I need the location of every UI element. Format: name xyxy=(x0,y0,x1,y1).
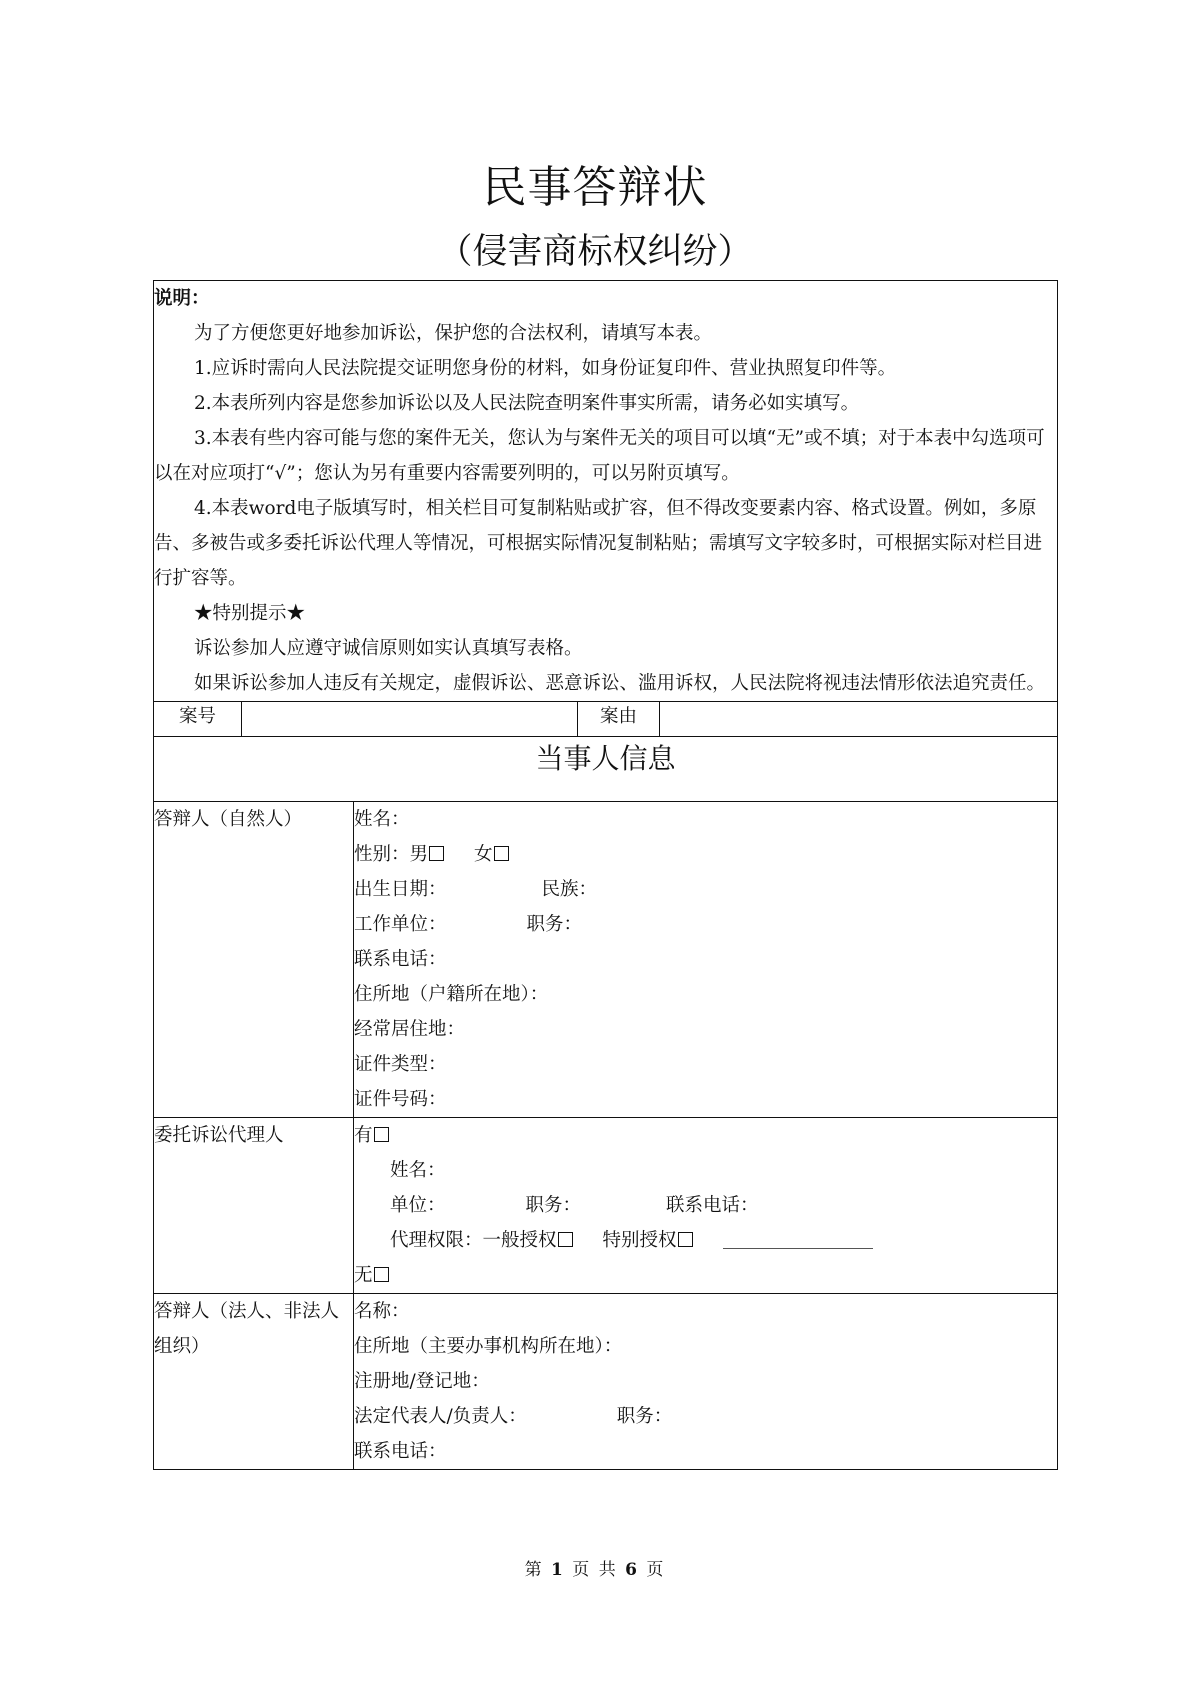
agent-none-label: 无 xyxy=(354,1265,373,1286)
document-subtitle: （侵害商标权纠纷） xyxy=(437,232,753,272)
representative-position-field[interactable]: 职务： xyxy=(616,1406,673,1427)
instructions-item-2: 2.本表所列内容是您参加诉讼以及人民法院查明案件事实所需，请务必如实填写。 xyxy=(194,393,860,414)
employer-field[interactable]: 工作单位： xyxy=(354,914,447,935)
position-field[interactable]: 职务： xyxy=(526,914,583,935)
instructions-label: 说明： xyxy=(154,288,210,309)
ethnicity-field[interactable]: 民族： xyxy=(541,879,598,900)
legal-entity-fields xyxy=(354,1294,1058,1470)
case-cause-field[interactable] xyxy=(660,702,1058,737)
agent-has-label: 有 xyxy=(354,1125,373,1146)
male-checkbox[interactable] xyxy=(429,846,444,861)
birth-ethnicity-row xyxy=(354,872,1057,907)
female-checkbox[interactable] xyxy=(494,846,509,861)
agent-none-row xyxy=(354,1258,1057,1293)
special-authority-label: 特别授权 xyxy=(602,1230,677,1251)
special-notice-text-2: 如果诉讼参加人违反有关规定，虚假诉讼、恶意诉讼、滥用诉权，人民法院将视违法情形依法追究责任。 xyxy=(194,673,1046,694)
instructions-intro: 为了方便您更好地参加诉讼，保护您的合法权利，请填写本表。 xyxy=(194,323,713,344)
gender-field: 性别：男 女 xyxy=(354,837,1057,872)
entity-registered-field[interactable]: 注册地/登记地： xyxy=(354,1371,490,1392)
agent-has-checkbox[interactable] xyxy=(374,1127,389,1142)
entity-phone-field[interactable]: 联系电话： xyxy=(354,1441,447,1462)
id-number-field[interactable]: 证件号码： xyxy=(354,1089,447,1110)
residence-field[interactable]: 经常居住地： xyxy=(354,1019,466,1040)
special-authority-checkbox[interactable] xyxy=(678,1232,693,1247)
agent-authority-row xyxy=(354,1223,1057,1258)
legal-entity-label: 答辩人（法人、非法人组织） xyxy=(154,1294,354,1470)
natural-person-label: 答辩人（自然人） xyxy=(154,802,354,1118)
general-authority-checkbox[interactable] xyxy=(558,1232,573,1247)
document-title: 民事答辩状 xyxy=(482,162,708,213)
authority-blank-line[interactable] xyxy=(723,1248,873,1249)
entity-domicile-field[interactable]: 住所地（主要办事机构所在地）： xyxy=(354,1336,623,1357)
agent-none-checkbox[interactable] xyxy=(374,1267,389,1282)
footer-prefix: 第 xyxy=(524,1560,544,1580)
domicile-field[interactable]: 住所地（户籍所在地）： xyxy=(354,984,549,1005)
agent-unit-row xyxy=(354,1188,1057,1223)
footer-middle: 页 共 xyxy=(572,1560,618,1580)
special-notice-heading: ★特别提示★ xyxy=(194,603,306,624)
party-info-heading: 当事人信息 xyxy=(154,737,1058,802)
agent-fields xyxy=(354,1118,1058,1294)
instructions-cell xyxy=(154,281,1058,702)
agent-unit-field[interactable]: 单位： xyxy=(390,1195,446,1216)
agent-label: 委托诉讼代理人 xyxy=(154,1118,354,1294)
name-field[interactable]: 姓名： xyxy=(354,809,410,830)
agent-position-field[interactable]: 职务： xyxy=(525,1195,582,1216)
entity-name-field[interactable]: 名称： xyxy=(354,1301,410,1322)
defense-form-table xyxy=(153,280,1058,1470)
natural-person-fields xyxy=(354,802,1058,1118)
instructions-item-3: 3.本表有些内容可能与您的案件无关，您认为与案件无关的项目可以填“无”或不填；对于本表中勾选项可以在对应项打“√”；您认为另有重要内容需要列明的，可以另附页填写。 xyxy=(154,428,1045,484)
case-number-field[interactable] xyxy=(242,702,578,737)
phone-field[interactable]: 联系电话： xyxy=(354,949,447,970)
current-page-number: 1 xyxy=(551,1560,565,1580)
instructions-item-4: 4.本表word电子版填写时，相关栏目可复制粘贴或扩容，但不得改变要素内容、格式设置。例如，多原告、多被告或多委托诉讼代理人等情况，可根据实际情况复制粘贴；需填写文字较多时，可根据实际对栏目进行扩容等。 xyxy=(154,498,1043,589)
birth-date-field[interactable]: 出生日期： xyxy=(354,879,447,900)
male-option-label: 男 xyxy=(409,844,429,865)
female-option-label: 女 xyxy=(474,844,493,865)
employer-position-row xyxy=(354,907,1057,942)
agent-phone-field[interactable]: 联系电话： xyxy=(666,1195,759,1216)
total-page-count: 6 xyxy=(625,1560,639,1580)
agent-has-row xyxy=(354,1118,1057,1153)
page-footer xyxy=(0,1555,1190,1580)
footer-suffix: 页 xyxy=(646,1560,666,1580)
id-type-field[interactable]: 证件类型： xyxy=(354,1054,447,1075)
special-notice-text-1: 诉讼参加人应遵守诚信原则如实认真填写表格。 xyxy=(194,638,583,659)
case-number-label: 案号 xyxy=(154,702,242,737)
case-cause-label: 案由 xyxy=(578,702,660,737)
agent-name-field[interactable]: 姓名： xyxy=(390,1160,446,1181)
representative-row xyxy=(354,1399,1057,1434)
instructions-item-1: 1.应诉时需向人民法院提交证明您身份的材料，如身份证复印件、营业执照复印件等。 xyxy=(194,358,897,379)
general-authority-label: 代理权限：一般授权 xyxy=(390,1230,557,1251)
representative-field[interactable]: 法定代表人/负责人： xyxy=(354,1406,527,1427)
